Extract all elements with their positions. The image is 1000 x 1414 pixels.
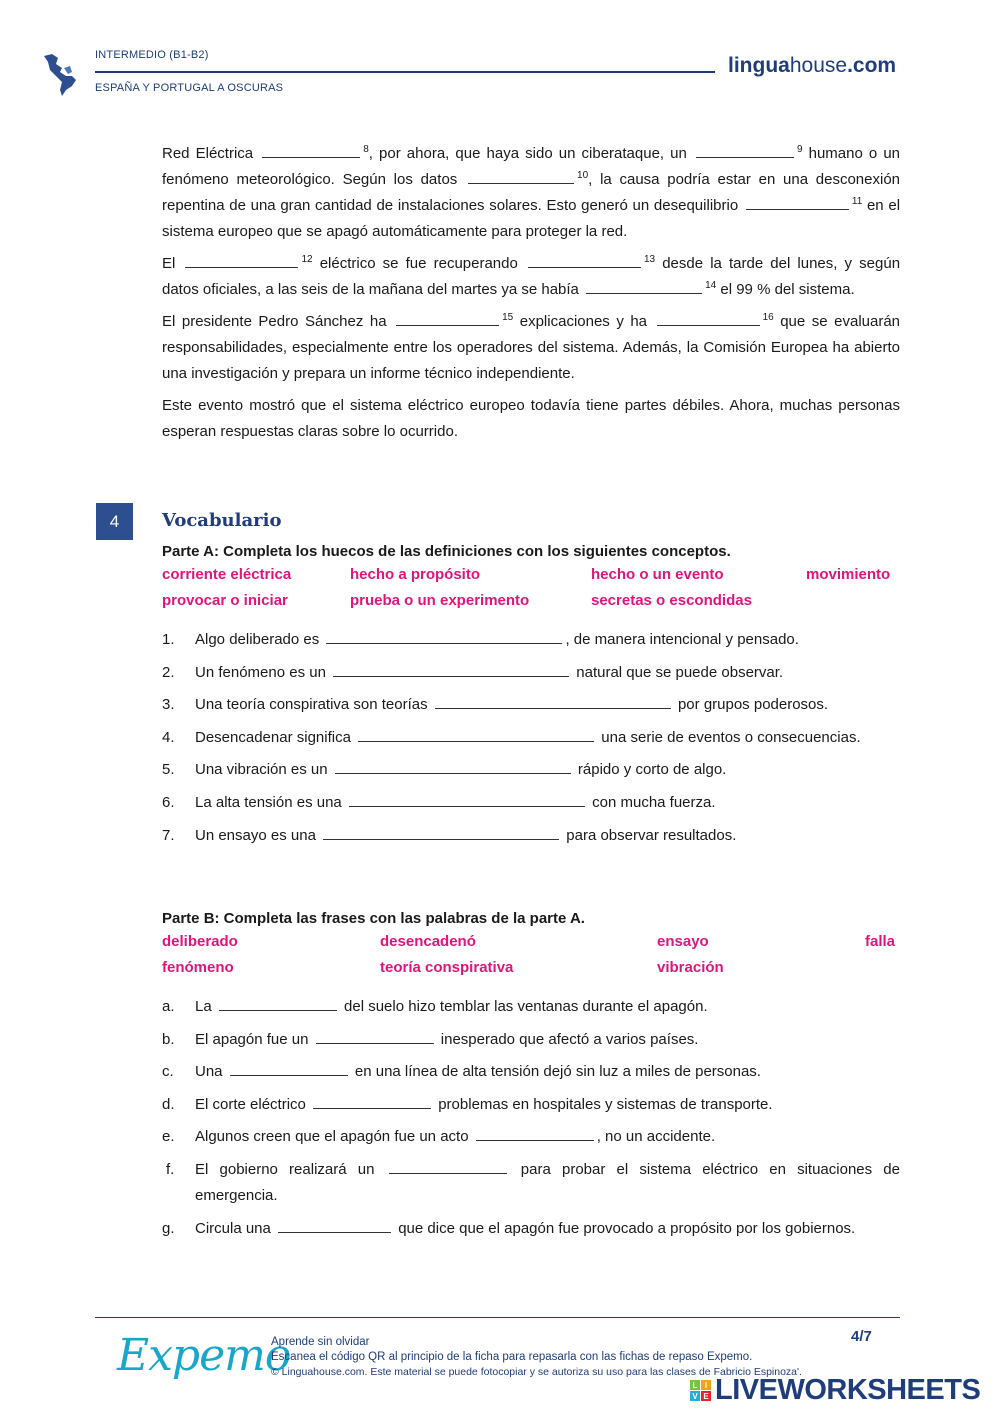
list-item: 6. La alta tensión es una con mucha fuerza. <box>162 790 900 816</box>
answer-blank-3[interactable] <box>435 693 671 709</box>
word-bank-item: vibración <box>657 959 724 976</box>
section-title: Vocabulario <box>162 510 282 531</box>
word-bank-item: secretas o escondidas <box>591 592 752 609</box>
word-bank-item: fenómeno <box>162 959 234 976</box>
answer-blank-e[interactable] <box>476 1125 594 1141</box>
part-a-heading: Parte A: Completa los huecos de las definiciones con los siguientes conceptos. <box>162 543 731 560</box>
answer-blank-6[interactable] <box>349 791 585 807</box>
blank-11[interactable] <box>746 194 849 210</box>
answer-blank-d[interactable] <box>313 1093 431 1109</box>
list-item: 4. Desencadenar significa una serie de eventos o consecuencias. <box>162 725 900 751</box>
reading-text <box>162 141 900 451</box>
level-label: INTERMEDIO (B1-B2) <box>95 49 209 61</box>
paragraph-3: El presidente Pedro Sánchez ha $^{15}$ explicaciones y ha $^{16}$ que se evaluarán responsabilidades, especialmente entre los operadores del sistema. Además, la Comisión Europea ha abierto una investigación y prepara un informe técnico independiente. <box>162 312 901 382</box>
list-item: 1. Algo deliberado es , de manera intencional y pensado. <box>162 627 900 653</box>
blank-16[interactable] <box>657 310 760 326</box>
word-bank-item: desencadenó <box>380 933 476 950</box>
brand-logo[interactable]: linguahouse.com <box>728 54 897 77</box>
blank-12[interactable] <box>185 252 298 268</box>
answer-blank-b[interactable] <box>316 1028 434 1044</box>
part-a-word-bank <box>162 566 900 618</box>
word-bank-item: deliberado <box>162 933 238 950</box>
blank-10[interactable] <box>468 168 574 184</box>
blank-13[interactable] <box>528 252 641 268</box>
list-item: 3. Una teoría conspirativa son teorías por grupos poderosos. <box>162 692 900 718</box>
list-item: 5. Una vibración es un rápido y corto de algo. <box>162 757 900 783</box>
paragraph-2: El $^{12}$ eléctrico se fue recuperando $^{13}$ desde la tarde del lunes, y según datos oficiales, a las seis de la mañana del martes ya se había $^{14}$ el 99 % del sistema. <box>162 254 901 298</box>
liveworksheets-grid-icon: L I V E <box>690 1380 711 1401</box>
answer-blank-1[interactable] <box>326 628 562 644</box>
word-bank-item: teoría conspirativa <box>380 959 514 976</box>
paragraph-4: Este evento mostró que el sistema eléctrico europeo todavía tiene partes débiles. Ahora, muchas personas esperan respuestas claras sobre lo ocurrido. <box>162 397 900 440</box>
answer-blank-c[interactable] <box>230 1060 348 1076</box>
word-bank-item: prueba o un experimento <box>350 592 530 609</box>
list-item: d. El corte eléctrico problemas en hospitales y sistemas de transporte. <box>162 1092 900 1118</box>
answer-blank-5[interactable] <box>335 758 571 774</box>
blank-8[interactable] <box>262 142 360 158</box>
blank-15[interactable] <box>396 310 499 326</box>
paragraph-1: Red Eléctrica $^8$, por ahora, que haya sido un ciberataque, un $^9$ humano o un fenómeno meteorológico. Según los datos $^{10}$, la causa podría estar en una desconexión repentina de una gran cantidad de instalaciones solares. Esto generó un desequilibrio $^{11}$ en el sistema europeo que se apagó automáticamente para proteger la red. <box>162 144 901 240</box>
liveworksheets-logo[interactable]: L I V E LIVEWORKSHEETS <box>690 1374 980 1407</box>
word-bank-item: movimiento <box>806 566 891 583</box>
answer-blank-7[interactable] <box>323 824 559 840</box>
answer-blank-4[interactable] <box>358 726 594 742</box>
part-b-word-bank <box>162 933 900 985</box>
part-a-exercise-list <box>162 627 900 849</box>
list-item: a. La del suelo hizo temblar las ventanas durante el apagón. <box>162 994 900 1020</box>
part-b-exercise-list <box>162 994 900 1242</box>
topic-label: ESPAÑA Y PORTUGAL A OSCURAS <box>95 82 284 94</box>
list-item: 7. Un ensayo es una para observar resultados. <box>162 823 900 849</box>
word-bank-item: provocar o iniciar <box>162 592 288 609</box>
word-bank-item: hecho a propósito <box>350 566 481 583</box>
word-bank-item: falla <box>865 933 896 950</box>
word-bank-item: hecho o un evento <box>591 566 724 583</box>
section-number-badge: 4 <box>96 503 133 540</box>
header-divider <box>95 71 715 73</box>
part-b-heading: Parte B: Completa las frases con las palabras de la parte A. <box>162 910 585 927</box>
page-number: 4/7 <box>851 1328 872 1345</box>
list-item: e. Algunos creen que el apagón fue un acto , no un accidente. <box>162 1124 900 1150</box>
list-item: c. Una en una línea de alta tensión dejó sin luz a miles de personas. <box>162 1059 900 1085</box>
word-bank-item: corriente eléctrica <box>162 566 292 583</box>
answer-blank-2[interactable] <box>333 661 569 677</box>
answer-blank-f[interactable] <box>389 1158 507 1174</box>
footer-divider <box>95 1317 900 1318</box>
americas-map-icon <box>42 50 84 96</box>
list-item: g. Circula una que dice que el apagón fue provocado a propósito por los gobiernos. <box>162 1216 900 1242</box>
list-item: b. El apagón fue un inesperado que afectó a varios países. <box>162 1027 900 1053</box>
list-item: 2. Un fenómeno es un natural que se puede observar. <box>162 660 900 686</box>
expemo-logo[interactable]: Expemo <box>117 1330 291 1381</box>
answer-blank-g[interactable] <box>278 1217 391 1233</box>
blank-9[interactable] <box>696 142 794 158</box>
list-item: f. El gobierno realizará un para probar el sistema eléctrico en situaciones de emergencia. <box>162 1157 900 1209</box>
word-bank-item: ensayo <box>657 933 709 950</box>
answer-blank-a[interactable] <box>219 995 337 1011</box>
footer-text: Aprende sin olvidar Escanea el código QR al principio de la ficha para repasarla con las fichas de repaso Expemo. © Linguahouse.com. Este material se puede fotocopiar y se autoriza su uso para las clases de Fabricio Espinoza'. <box>271 1336 802 1378</box>
blank-14[interactable] <box>586 278 702 294</box>
